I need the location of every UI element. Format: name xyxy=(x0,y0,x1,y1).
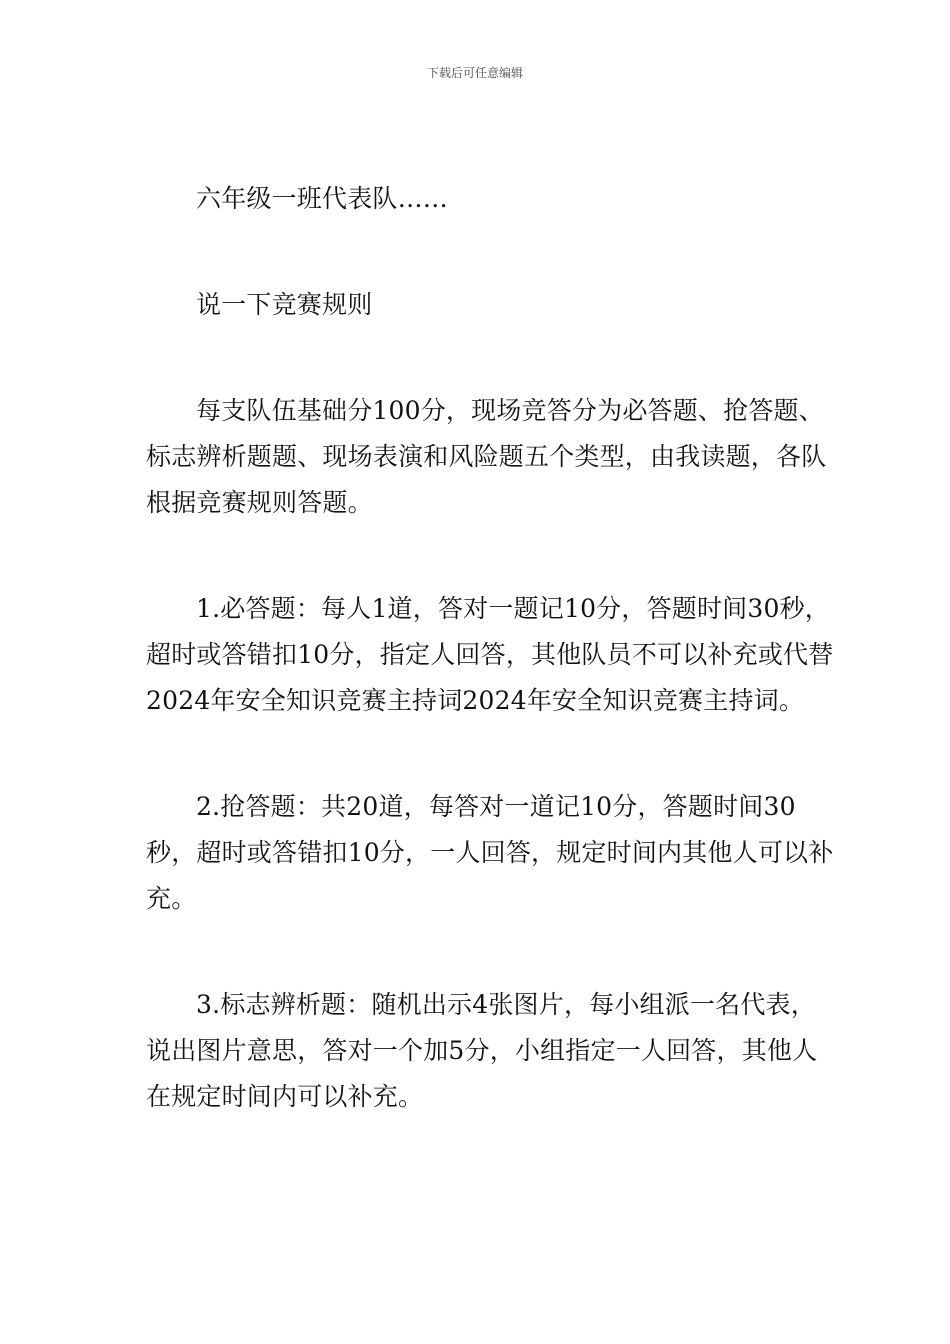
page-header-note: 下载后可任意编辑 xyxy=(426,66,523,80)
paragraph-team-intro: 六年级一班代表队…… xyxy=(196,184,449,213)
paragraph-rule-required: 1.必答题：每人1道，答对一题记10分，答题时间30秒，超时或答错扣10分，指定人回答，其他队员不可以补充或代替2024年安全知识竞赛主持词2024年安全知识竞赛主持词。 xyxy=(146,594,834,715)
paragraph-rule-sign-recognition: 3.标志辨析题：随机出示4张图片，每小组派一名代表，说出图片意思，答对一个加5分，小组指定一人回答，其他人在规定时间内可以补充。 xyxy=(146,990,818,1111)
paragraph-rules-intro: 说一下竞赛规则 xyxy=(196,290,373,319)
document-body xyxy=(146,176,836,1120)
paragraph-rule-buzzer: 2.抢答题：共20道，每答对一道记10分，答题时间30秒，超时或答错扣10分，一人回答，规定时间内其他人可以补充。 xyxy=(146,792,834,913)
paragraph-scoring-overview: 每支队伍基础分100分，现场竞答分为必答题、抢答题、标志辨析题题、现场表演和风险题五个类型，由我读题，各队根据竞赛规则答题。 xyxy=(146,396,827,517)
